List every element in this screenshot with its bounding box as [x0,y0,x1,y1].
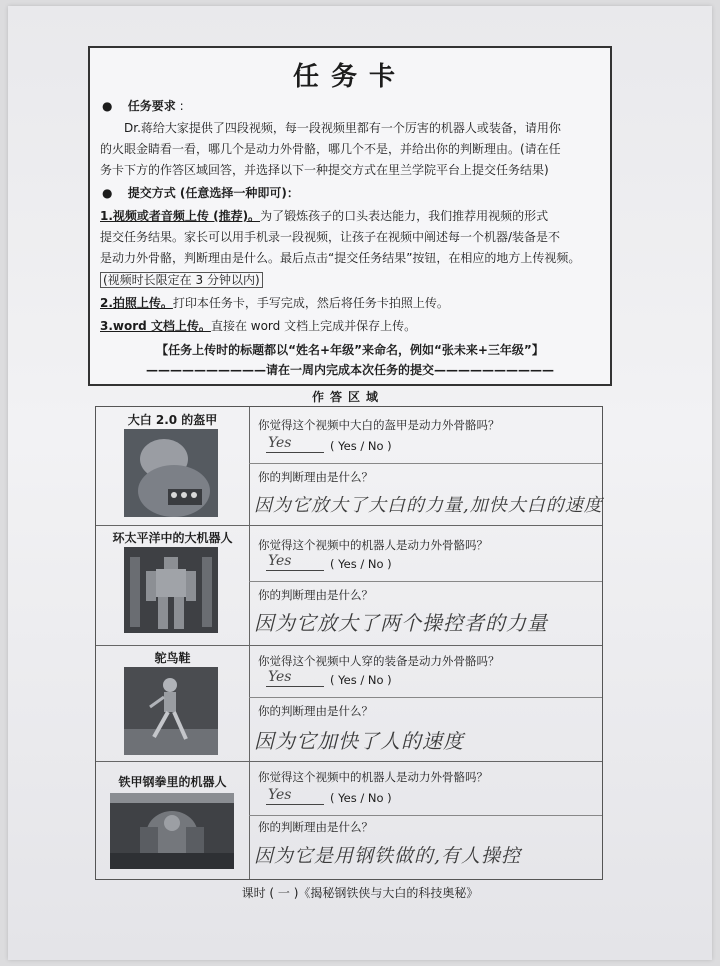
item-name: 大白 2.0 的盔甲 [127,413,218,427]
reason-question: 你的判断理由是什么？ [258,704,373,718]
question-text: 你觉得这个视频中大白的盔甲是动力外骨骼吗？ [258,418,500,432]
card-title: 任务卡 [292,62,407,92]
giant-robot-image [124,547,218,633]
answer-field[interactable]: Yes [266,553,324,571]
item-name: 环太平洋中的大机器人 [112,531,233,545]
answer-field[interactable]: Yes [266,669,324,687]
answer-grid [95,406,603,880]
deadline-note: ——————————请在一周内完成本次任务的提交—————————— [145,363,554,377]
item-name: 铁甲钢拳里的机器人 [118,775,227,789]
cell-divider [249,697,602,698]
row-divider [96,525,602,526]
question-text: 你觉得这个视频中的机器人是动力外骨骼吗？ [258,770,488,784]
reason-answer[interactable]: 因为它放大了大白的力量,加快大白的速度 [254,495,603,516]
answer-field[interactable]: Yes [266,435,324,453]
row-divider [96,645,602,646]
reason-answer[interactable]: 因为它加快了人的速度 [254,729,464,753]
video-limit: (视频时长限定在 3 分钟以内) [100,270,263,291]
reason-question: 你的判断理由是什么？ [258,470,373,484]
submit-heading: ● 提交方式 (任意选择一种即可)： [102,186,299,200]
reason-answer[interactable]: 因为它放大了两个操控者的力量 [254,611,548,635]
option-photo: 2.拍照上传。打印本任务卡，手写完成，然后将任务卡拍照上传。 [100,296,449,310]
task-card [88,46,612,386]
lesson-footer: 课时 ( 一 )《揭秘钢铁侠与大白的科技奥秘》 [241,886,479,900]
bullet-icon: ● [102,186,113,200]
cell-divider [249,463,602,464]
reason-question: 你的判断理由是什么？ [258,588,373,602]
req-line: Dr.蒋给大家提供了四段视频，每一段视频里都有一个厉害的机器人或装备，请用你 [124,121,561,135]
req-line: 的火眼金睛看一看，哪几个是动力外骨骼，哪几个不是，并给出你的判断理由。(请在任 [100,142,561,156]
baymax-armor-image [124,429,218,517]
item-name: 鸵鸟鞋 [154,651,191,665]
req-line: 务卡下方的作答区域回答，并选择以下一种提交方式在里兰学院平台上提交任务结果) [100,163,549,177]
cell-divider [249,815,602,816]
opt1-line: 是动力外骨骼，判断理由是什么。最后点击“提交任务结果”按钮，在相应的地方上传视频。 [100,251,581,265]
yes-no-options: ( Yes / No ) [330,439,392,453]
ostrich-shoes-image [124,667,218,755]
question-text: 你觉得这个视频中人穿的装备是动力外骨骼吗？ [258,654,500,668]
opt1-line: 提交任务结果。家长可以用手机录一段视频，让孩子在视频中阐述每一个机器/装备是不 [100,230,561,244]
requirements-heading: ● 任务要求 : [102,99,184,113]
yes-no-options: ( Yes / No ) [330,791,392,805]
cell-divider [249,581,602,582]
bullet-icon: ● [102,99,113,113]
answer-field[interactable]: Yes [266,787,324,805]
naming-note: 【任务上传时的标题都以“姓名+年级”来命名，例如“张未来+三年级”】 [156,343,544,357]
yes-no-options: ( Yes / No ) [330,673,392,687]
real-steel-robot-image [110,793,234,869]
column-divider [249,407,250,879]
row-divider [96,761,602,762]
yes-no-options: ( Yes / No ) [330,557,392,571]
option-video: 1.视频或者音频上传 (推荐)。为了锻炼孩子的口头表达能力，我们推荐用视频的形式 [100,209,549,223]
option-word: 3.word 文档上传。直接在 word 文档上完成并保存上传。 [100,319,417,333]
answer-area-header: 作答区域 [88,384,608,408]
reason-answer[interactable]: 因为它是用钢铁做的,有人操控 [254,845,522,867]
question-text: 你觉得这个视频中的机器人是动力外骨骼吗？ [258,538,488,552]
reason-question: 你的判断理由是什么？ [258,820,373,834]
